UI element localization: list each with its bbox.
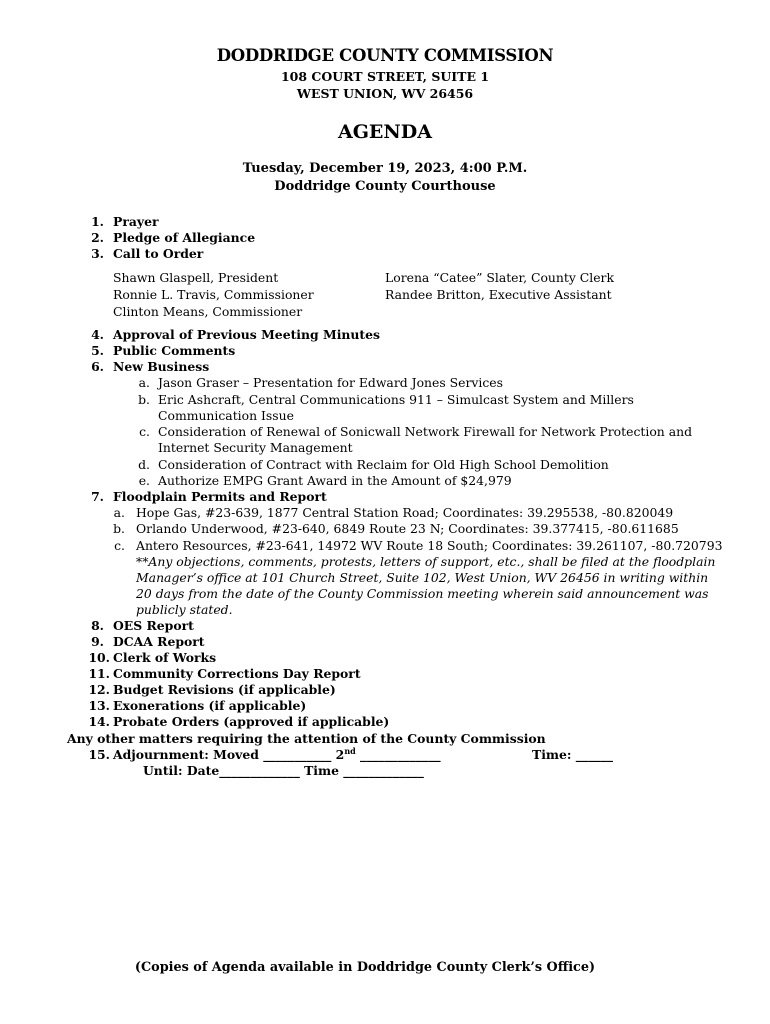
item-number: 14. [88, 714, 110, 729]
item-oes-report: OES Report [113, 618, 194, 633]
new-business-c: Consideration of Renewal of Sonicwall Network Firewall for Network Protection and [158, 424, 693, 439]
floodplain-permit-c: Antero Resources, #23-641, 14972 WV Route 18 South; Coordinates: 39.261107, -80.720793 [136, 538, 723, 553]
item-number: 3. [91, 246, 104, 261]
sub-item-letter: a. [138, 375, 150, 390]
sub-item-letter: d. [138, 457, 150, 472]
other-matters: Any other matters requiring the attention of the County Commission [67, 731, 546, 746]
address-line-2: WEST UNION, WV 26456 [296, 86, 474, 101]
official-president: Shawn Glaspell, President [113, 270, 279, 285]
adjournment-until: Until: Date_____________ Time _____________ [143, 763, 424, 778]
floodplain-notice: Manager’s office at 101 Church Street, Suite 102, West Union, WV 26456 in writing within [136, 570, 709, 585]
item-budget-revisions: Budget Revisions (if applicable) [113, 682, 336, 697]
new-business-e: Authorize EMPG Grant Award in the Amount of $24,979 [158, 473, 512, 488]
floodplain-notice: publicly stated. [136, 602, 233, 617]
adjournment-moved: Adjournment: Moved ___________ 2 [113, 747, 345, 762]
floodplain-permit-b: Orlando Underwood, #23-640, 6849 Route 23 N; Coordinates: 39.377415, -80.611685 [136, 521, 679, 536]
item-number: 4. [91, 327, 104, 342]
item-number: 9. [91, 634, 104, 649]
meeting-location: Doddridge County Courthouse [274, 179, 496, 194]
floodplain-notice: **Any objections, comments, protests, letters of support, etc., shall be filed at the floodplain [136, 554, 716, 569]
ordinal-suffix: nd [344, 745, 356, 756]
item-number: 15. [88, 747, 110, 762]
official-commissioner: Clinton Means, Commissioner [113, 304, 303, 319]
item-number: 12. [88, 682, 110, 697]
item-exonerations: Exonerations (if applicable) [113, 698, 307, 713]
sub-item-letter: e. [138, 473, 150, 488]
item-dcaa-report: DCAA Report [113, 634, 205, 649]
item-clerk-of-works: Clerk of Works [113, 650, 217, 665]
sub-item-letter: a. [113, 505, 125, 520]
meeting-date: Tuesday, December 19, 2023, 4:00 P.M. [242, 161, 528, 176]
item-number: 2. [91, 230, 104, 245]
item-number: 8. [91, 618, 104, 633]
new-business-b: Eric Ashcraft, Central Communications 911 – Simulcast System and Millers [158, 392, 634, 407]
item-public-comments: Public Comments [113, 343, 236, 358]
item-pledge: Pledge of Allegiance [113, 230, 256, 245]
item-probate-orders: Probate Orders (approved if applicable) [113, 714, 390, 729]
item-approval-minutes: Approval of Previous Meeting Minutes [113, 327, 381, 342]
official-commissioner: Ronnie L. Travis, Commissioner [113, 287, 314, 302]
item-number: 13. [88, 698, 110, 713]
floodplain-permit-a: Hope Gas, #23-639, 1877 Central Station Road; Coordinates: 39.295538, -80.820049 [136, 505, 674, 520]
item-number: 11. [88, 666, 110, 681]
item-floodplain: Floodplain Permits and Report [113, 489, 327, 504]
floodplain-notice: 20 days from the date of the County Commission meeting wherein said announcement was [136, 586, 709, 601]
sub-item-letter: b. [113, 521, 125, 536]
official-executive-assistant: Randee Britton, Executive Assistant [385, 287, 612, 302]
new-business-d: Consideration of Contract with Reclaim for Old High School Demolition [158, 457, 609, 472]
footer-note: (Copies of Agenda available in Doddridge County Clerk’s Office) [134, 960, 596, 975]
item-number: 6. [91, 359, 104, 374]
item-prayer: Prayer [113, 214, 159, 229]
adjournment-second: _____________ [355, 747, 441, 762]
item-call-to-order: Call to Order [113, 246, 204, 261]
new-business-a: Jason Graser – Presentation for Edward Jones Services [158, 375, 503, 390]
commission-title: DODDRIDGE COUNTY COMMISSION [216, 46, 554, 65]
item-number: 5. [91, 343, 104, 358]
item-number: 1. [91, 214, 104, 229]
address-line-1: 108 COURT STREET, SUITE 1 [280, 69, 490, 84]
adjournment-time: Time: ______ [532, 747, 613, 762]
item-new-business: New Business [113, 359, 210, 374]
item-number: 10. [88, 650, 110, 665]
item-number: 7. [91, 489, 104, 504]
new-business-c-cont: Internet Security Management [158, 440, 353, 455]
item-community-corrections: Community Corrections Day Report [113, 666, 361, 681]
item-adjournment [113, 747, 441, 763]
agenda-heading: AGENDA [337, 121, 433, 143]
sub-item-letter: c. [114, 538, 125, 553]
official-county-clerk: Lorena “Catee” Slater, County Clerk [385, 270, 614, 285]
new-business-b-cont: Communication Issue [158, 408, 294, 423]
sub-item-letter: c. [139, 424, 150, 439]
sub-item-letter: b. [138, 392, 150, 407]
